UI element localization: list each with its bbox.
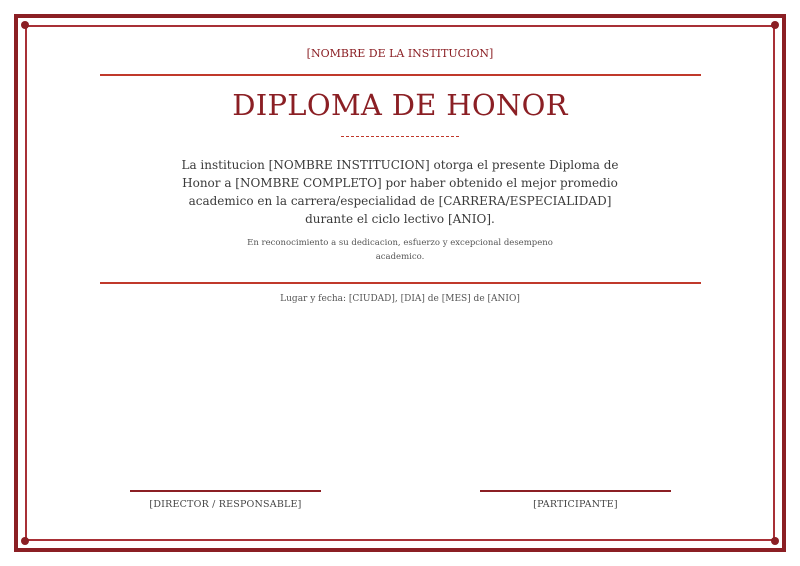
award-statement: La institucion [NOMBRE INSTITUCION] otorga el presente Diploma de Honor a [NOMBRE COMPLETO] por haber obtenido el mejor promedio academico en la carrera/especialidad de [CARRERA/ESPECIALIDAD] durante el ciclo lectivo [ANIO]. [181,158,619,226]
director-signature-line [130,490,321,492]
participant-signature-label: [PARTICIPANTE] [533,499,618,510]
participant-signature-line [480,490,671,492]
top-divider [100,74,701,76]
title-dashed-underline [341,136,459,137]
director-signature-label: [DIRECTOR / RESPONSABLE] [149,499,302,510]
corner-ornament-bottom-left [21,537,29,545]
corner-ornament-top-right [771,21,779,29]
corner-ornament-bottom-right [771,537,779,545]
corner-ornament-top-left [21,21,29,29]
institution-name: [NOMBRE DE LA INSTITUCION] [306,47,494,60]
bottom-divider [100,282,701,284]
diploma-title: DIPLOMA DE HONOR [232,88,568,122]
place-and-date: Lugar y fecha: [CIUDAD], [DIA] de [MES] de [ANIO] [280,294,520,304]
recognition-text: En reconocimiento a su dedicacion, esfuerzo y excepcional desempeno academico. [247,238,553,262]
